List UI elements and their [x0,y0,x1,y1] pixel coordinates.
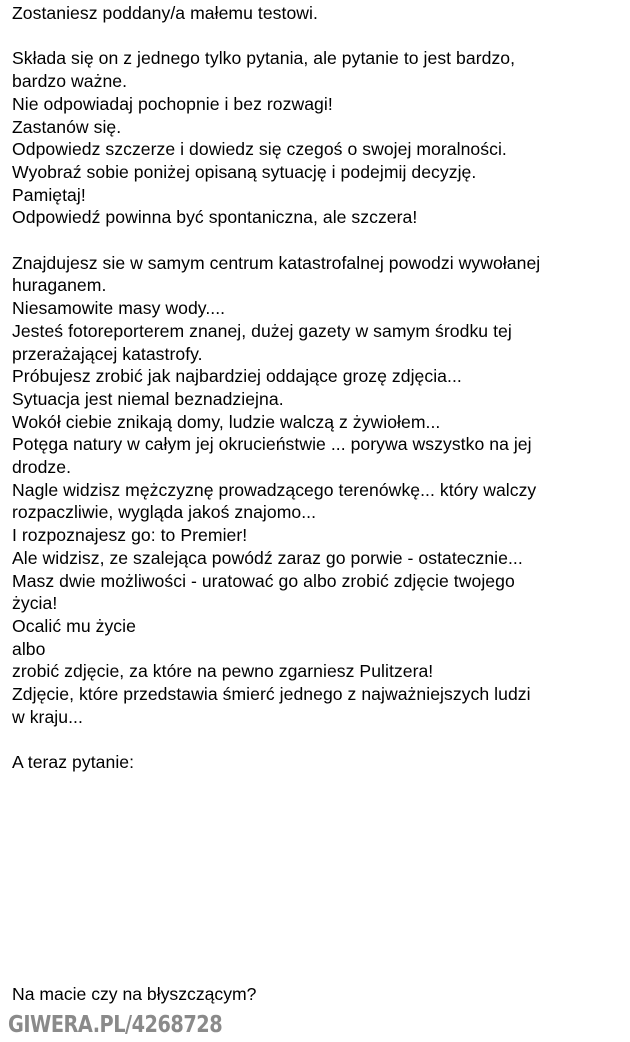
rules-paragraph [12,47,622,229]
text-line: Wyobraź sobie poniżej opisaną sytuację i podejmij decyzję. [12,161,477,182]
intro-paragraph [12,2,622,25]
text-line: Sytuacja jest niemal beznadziejna. [12,388,284,409]
scenario-paragraph [12,252,622,729]
question-intro-paragraph [12,751,622,774]
text-line: Niesamowite masy wody.... [12,298,226,319]
text-line: zrobić zdjęcie, za które na pewno zgarniesz Pulitzera! [12,661,434,682]
text-line: Wokół ciebie znikają domy, ludzie walczą z żywiołem... [12,411,441,432]
text-line: Nie odpowiadaj pochopnie i bez rozwagi! [12,93,333,114]
text-line: Ocalić mu życie [12,615,136,636]
text-line: w kraju... [12,706,83,727]
text-line: Masz dwie możliwości - uratować go albo zrobić zdjęcie twojego [12,570,515,591]
text-line: Nagle widzisz mężczyznę prowadzącego terenówkę... który walczy [12,479,537,500]
text-line: Pamiętaj! [12,184,86,205]
text-line: rozpaczliwie, wygląda jakoś znajomo... [12,502,317,523]
text-line: życia! [12,593,58,614]
text-line: drodze. [12,457,72,478]
text-line: I rozpoznajesz go: to Premier! [12,525,248,546]
text-line: Jesteś fotoreporterem znanej, dużej gazety w samym środku tej [12,320,512,341]
text-line: Zdjęcie, które przedstawia śmierć jednego z najważniejszych ludzi [12,684,531,705]
text-line: bardzo ważne. [12,71,128,92]
text-line: Próbujesz zrobić jak najbardziej oddające grozę zdjęcia... [12,366,462,387]
text-line: przerażającej katastrofy. [12,343,203,364]
document-body [12,2,622,774]
text-line: Ale widzisz, ze szalejąca powódź zaraz go porwie - ostatecznie... [12,547,523,568]
text-line: Znajdujesz sie w samym centrum katastrofalnej powodzi wywołanej [12,252,541,273]
text-line: albo [12,638,46,659]
text-line: Składa się on z jednego tylko pytania, ale pytanie to jest bardzo, [12,48,516,69]
text-line: huraganem. [12,275,107,296]
site-watermark: GIWERA.PL/4268728 [8,1012,223,1038]
text-line: A teraz pytanie: [12,752,135,773]
text-line: Zostaniesz poddany/a małemu testowi. [12,3,318,23]
text-line: Odpowiedź powinna być spontaniczna, ale szczera! [12,207,418,228]
text-line: Odpowiedz szczerze i dowiedz się czegoś o swojej moralności. [12,139,507,160]
text-line: Zastanów się. [12,116,122,137]
text-line: Potęga natury w całym jej okrucieństwie ... porywa wszystko na jej [12,434,532,455]
final-question: Na macie czy na błyszczącym? [12,984,257,1004]
